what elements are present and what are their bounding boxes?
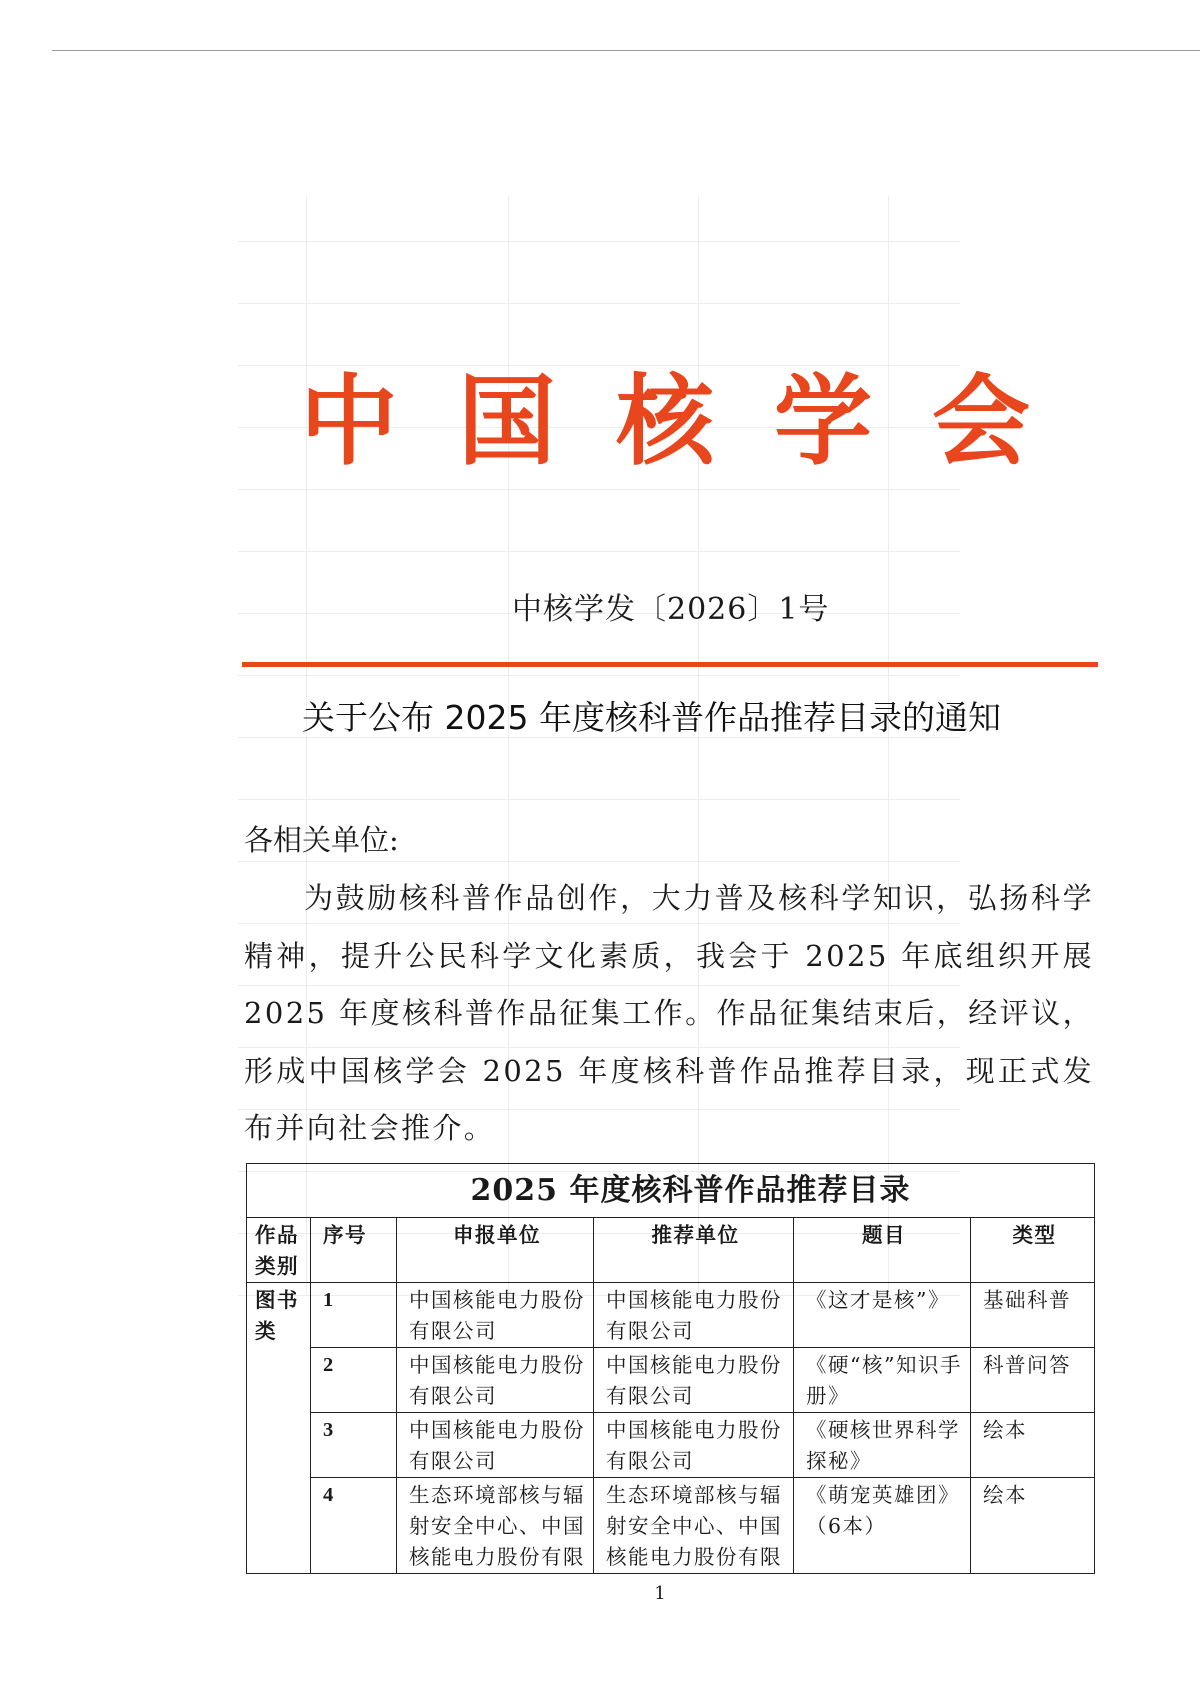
row-work-title: 《萌宠英雄团》（6本）	[794, 1478, 971, 1574]
catalog-table	[246, 1163, 1095, 1574]
row-recommender: 中国核能电力股份有限公司	[594, 1413, 794, 1478]
header-applicant: 申报单位	[397, 1218, 594, 1283]
header-category: 作品类别	[247, 1218, 311, 1283]
header-recommender: 推荐单位	[594, 1218, 794, 1283]
catalog-header-row	[247, 1218, 1095, 1283]
scan-top-rule	[52, 50, 1200, 51]
red-separator-rule	[242, 662, 1098, 667]
row-work-title: 《硬“核”知识手册》	[794, 1348, 971, 1413]
masthead-organization-name	[300, 365, 1030, 479]
row-type: 科普问答	[971, 1348, 1095, 1413]
masthead-char: 会	[931, 365, 1030, 479]
row-recommender: 中国核能电力股份有限公司	[594, 1348, 794, 1413]
row-number: 3	[311, 1413, 397, 1478]
header-number: 序号	[311, 1218, 397, 1283]
row-number: 1	[311, 1283, 397, 1348]
row-recommender: 中国核能电力股份有限公司	[594, 1283, 794, 1348]
table-row	[247, 1478, 1095, 1574]
row-type: 绘本	[971, 1413, 1095, 1478]
row-applicant: 中国核能电力股份有限公司	[397, 1348, 594, 1413]
masthead-char: 学	[773, 365, 872, 479]
row-number: 4	[311, 1478, 397, 1574]
masthead-char: 国	[457, 365, 556, 479]
document-number: 中核学发〔2026〕1号	[512, 592, 830, 627]
row-number: 2	[311, 1348, 397, 1413]
row-applicant: 中国核能电力股份有限公司	[397, 1283, 594, 1348]
notice-body-paragraph: 为鼓励核科普作品创作，大力普及核科学知识，弘扬科学精神，提升公民科学文化素质，我会于 2025 年底组织开展 2025 年度核科普作品征集工作。作品征集结束后，经评议，形成中国核学会 2025 年度核科普作品推荐目录，现正式发布并向社会推介。	[244, 881, 1094, 1145]
row-type: 绘本	[971, 1478, 1095, 1574]
header-type: 类型	[971, 1218, 1095, 1283]
notice-title: 关于公布 2025 年度核科普作品推荐目录的通知	[302, 698, 1001, 737]
catalog-title-row	[247, 1164, 1095, 1218]
salutation: 各相关单位:	[244, 823, 399, 857]
row-work-title: 《这才是核”》	[794, 1283, 971, 1348]
masthead-char: 中	[300, 365, 399, 479]
row-type: 基础科普	[971, 1283, 1095, 1348]
header-work-title: 题目	[794, 1218, 971, 1283]
row-applicant: 生态环境部核与辐射安全中心、中国核能电力股份有限	[397, 1478, 594, 1574]
row-recommender: 生态环境部核与辐射安全中心、中国核能电力股份有限	[594, 1478, 794, 1574]
page-number-footer	[0, 1582, 1200, 1606]
catalog-title: 2025 年度核科普作品推荐目录	[247, 1164, 1095, 1218]
category-cell: 图书类	[247, 1283, 311, 1574]
table-row	[247, 1283, 1095, 1348]
row-applicant: 中国核能电力股份有限公司	[397, 1413, 594, 1478]
table-row	[247, 1348, 1095, 1413]
page-number: 1	[654, 1583, 666, 1604]
table-row	[247, 1413, 1095, 1478]
row-work-title: 《硬核世界科学探秘》	[794, 1413, 971, 1478]
masthead-char: 核	[615, 365, 714, 479]
